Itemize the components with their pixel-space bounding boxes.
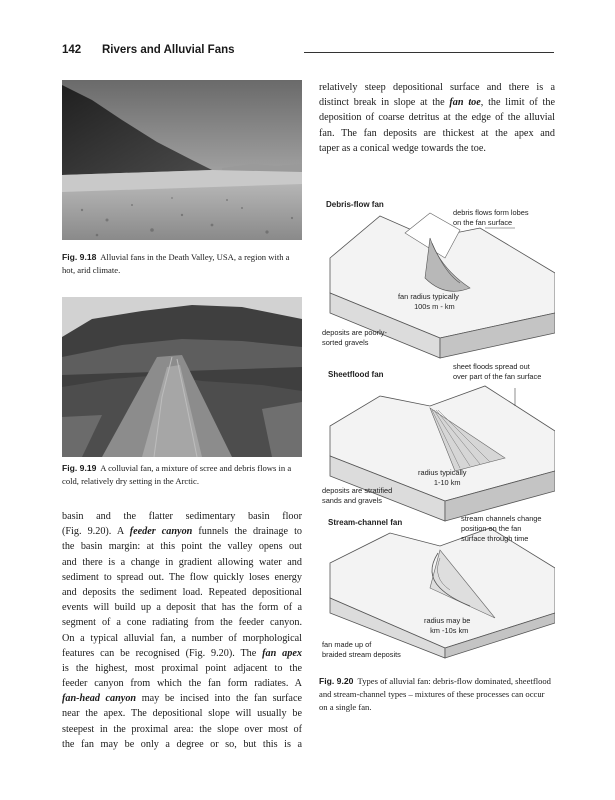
panel2-radius-note: radius typically 1-10 km	[418, 468, 467, 487]
text-line: fan. The fan deposits are thickest at the apex and	[319, 127, 555, 139]
text-line	[62, 676, 302, 691]
text-line	[62, 524, 302, 539]
text-line	[62, 509, 302, 524]
text-line	[62, 555, 302, 570]
panel3-top-note: stream channels change position on the fan surface through time	[461, 514, 542, 543]
text-line: relatively steep depositional surface and there is a	[319, 82, 555, 93]
panel1-deposit-note: deposits are poorly- sorted gravels	[322, 328, 387, 347]
text-run: the basin margin: at this point the valley opens out	[62, 541, 302, 553]
text-line: taper as a conical wedge towards the toe.	[319, 142, 486, 154]
panel1-top-note: debris flows form lobes on the fan surface	[453, 208, 529, 227]
panel-stream-channel	[330, 528, 555, 658]
text-run: the fan may be only a degree or so, but this is a	[62, 738, 302, 750]
top-right-paragraph	[319, 80, 555, 156]
fig19-caption	[62, 462, 302, 488]
text-run: is the highest, most proximal point adjacent to the	[62, 662, 302, 674]
panel2-top-note: sheet floods spread out over part of the fan surface	[453, 362, 542, 381]
fig20-caption	[319, 675, 555, 714]
key-term: fan apex	[262, 647, 302, 659]
fig18-text: Alluvial fans in the Death Valley, USA, a region with a hot, arid climate.	[62, 252, 290, 275]
text-run: events will build up a deposit that has the form of a	[62, 602, 302, 614]
text-line	[62, 737, 302, 752]
text-run: steepest in the proximal area: the slope over most of	[62, 723, 302, 735]
running-header	[62, 44, 554, 60]
text-run: basin and the flatter sedimentary basin floor	[62, 511, 302, 522]
text-line: distinct break in slope at the fan toe, the limit of the	[319, 97, 555, 109]
page-number: 142	[62, 44, 82, 56]
text-run: and there is a change in gradient allowing water and	[62, 556, 302, 568]
text-line	[62, 646, 302, 661]
panel1-title: Debris-flow fan	[326, 200, 384, 209]
fan-types-svg	[320, 198, 555, 660]
fig18-label: Fig. 9.18	[62, 252, 97, 262]
text-run: funnels the drainage to	[192, 526, 302, 538]
death-valley-image	[62, 80, 302, 240]
fig19-label: Fig. 9.19	[62, 463, 97, 473]
text-line	[62, 706, 302, 721]
header-rule	[304, 52, 554, 53]
panel3-title: Stream-channel fan	[328, 518, 403, 527]
text-run: and deposits the sediment load. Repeated depositional	[62, 586, 302, 598]
panel3-deposit-note: fan made up of braided stream deposits	[322, 640, 401, 659]
text-line: deposition of coarse detritus at the edge of the alluvial	[319, 112, 555, 124]
text-line	[62, 661, 302, 676]
text-run: features can be recognised (Fig. 9.20). The	[62, 647, 263, 659]
text-line	[62, 585, 302, 600]
term-fan-toe: fan toe	[449, 97, 481, 109]
fig20-diagram	[320, 198, 555, 660]
text-run: sediment to spread out. The flow quickly loses energy	[62, 571, 302, 583]
text-run: On a typical alluvial fan, a number of morphological	[62, 632, 302, 644]
text-line	[62, 631, 302, 646]
text-line	[62, 691, 302, 706]
arctic-fan-image	[62, 297, 302, 457]
text-run: near the apex. The depositional slope will usually be	[62, 708, 302, 720]
fig18-photo	[62, 80, 302, 240]
panel1-radius-note: fan radius typically 100s m - km	[398, 292, 459, 311]
panel2-deposit-note: deposits are stratified sands and gravels	[322, 486, 393, 505]
panel3-radius-note: radius may be km -10s km	[424, 616, 471, 635]
text-line	[62, 722, 302, 737]
key-term: fan-head canyon	[62, 693, 137, 705]
text-line	[62, 615, 302, 630]
fig20-text: Types of alluvial fan: debris-flow dominated, sheetflood and stream-channel types – mixtures of these processes can occur on a single fan.	[319, 676, 551, 712]
fig20-label: Fig. 9.20	[319, 676, 354, 686]
fig18-caption	[62, 251, 302, 277]
running-title: Rivers and Alluvial Fans	[102, 44, 235, 56]
text-run: may be incised into the fan surface	[136, 693, 302, 705]
text-run: feeder canyon from which the fan form radiates. A	[62, 678, 302, 690]
left-column-paragraph	[62, 509, 302, 752]
text-line	[62, 600, 302, 615]
key-term: feeder canyon	[129, 526, 193, 538]
text-line	[62, 570, 302, 585]
fig19-text: A colluvial fan, a mixture of scree and debris flows in a cold, relatively dry setting in the Arctic.	[62, 463, 292, 486]
panel2-title: Sheetflood fan	[328, 370, 384, 379]
fig19-photo	[62, 297, 302, 457]
text-run: (Fig. 9.20). A	[62, 526, 130, 538]
text-run: segment of a cone radiating from the feeder canyon.	[62, 617, 302, 629]
text-line	[62, 539, 302, 554]
